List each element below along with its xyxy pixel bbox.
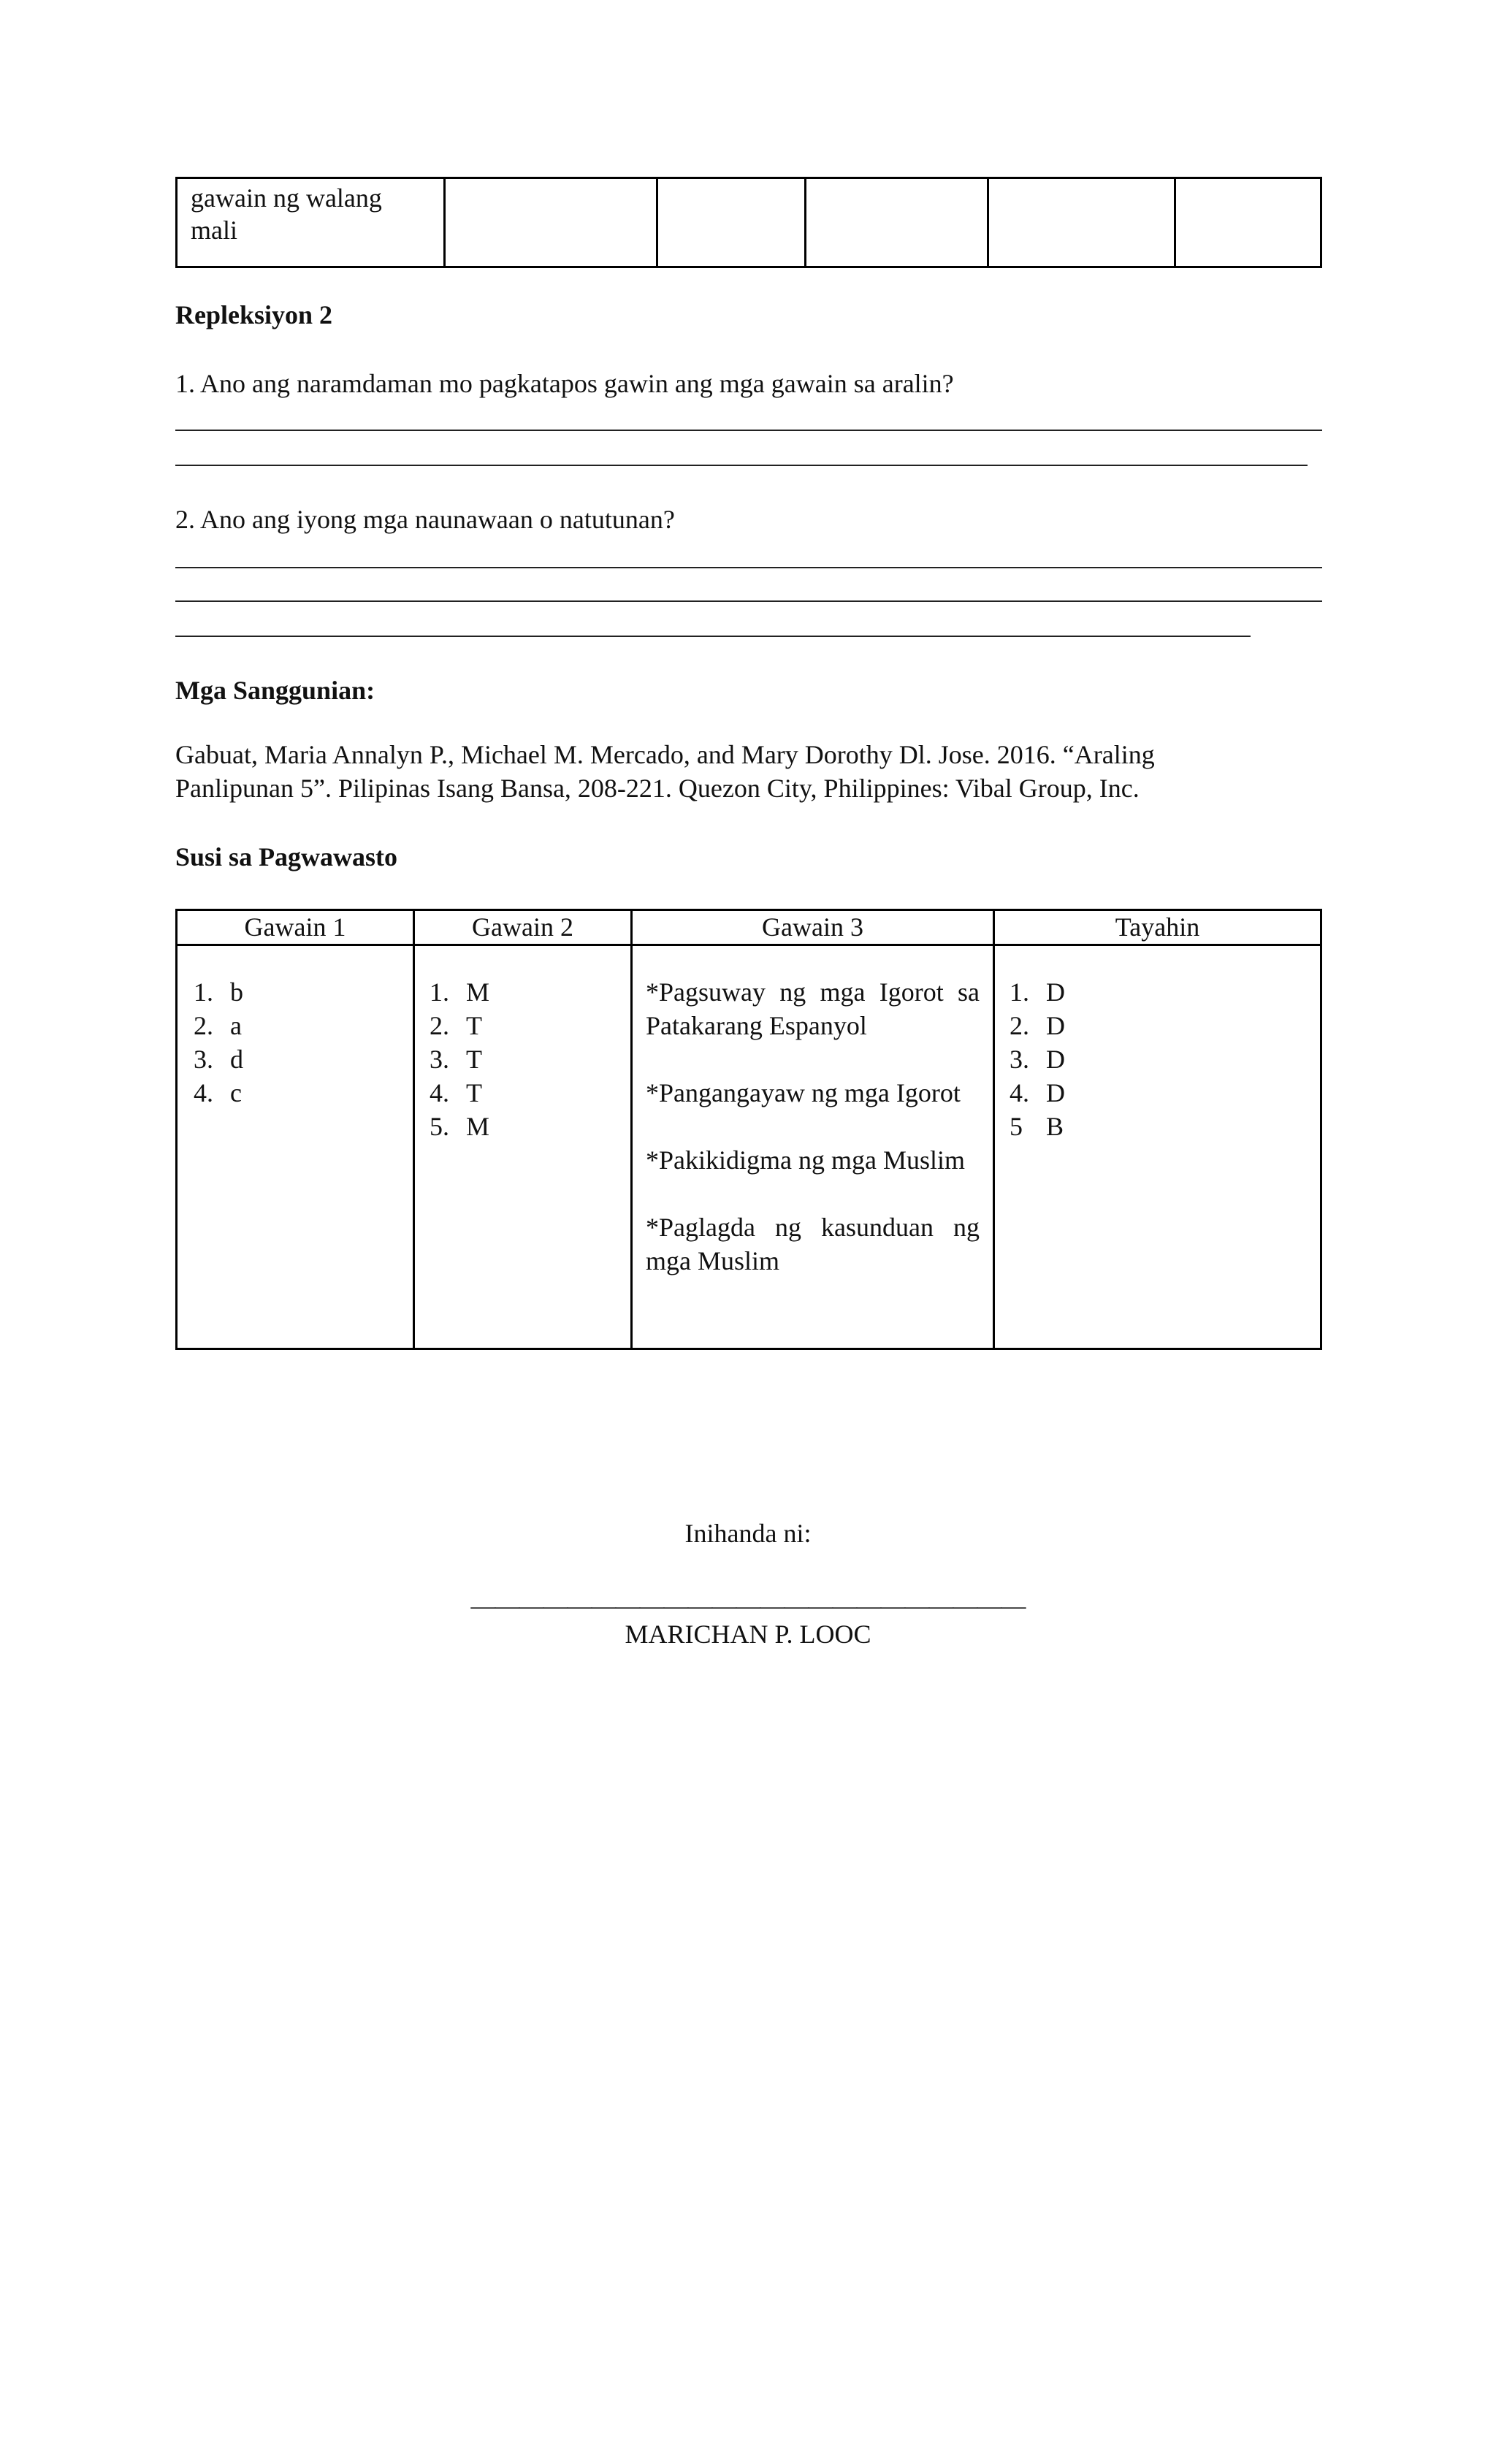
item-number: 1. xyxy=(194,977,213,1007)
item-answer: D xyxy=(1046,1011,1065,1040)
item-answer: c xyxy=(230,1078,242,1107)
signatory-name: MARICHAN P. LOOC xyxy=(625,1620,871,1649)
table-cell xyxy=(988,178,1175,267)
list-item xyxy=(194,1009,413,1042)
list-item xyxy=(1010,1110,1320,1143)
answer-line xyxy=(175,567,1322,568)
item-number: 4. xyxy=(194,1078,213,1107)
item-answer: D xyxy=(1046,977,1065,1007)
column-header-gawain-2: Gawain 2 xyxy=(414,910,632,945)
list-item xyxy=(1010,1009,1320,1042)
table-row xyxy=(177,945,1321,1349)
reflection-question-2: 2. Ano ang iyong mga naunawaan o natutunan? xyxy=(175,505,675,534)
item-number: 2. xyxy=(430,1011,449,1040)
answer-line xyxy=(175,465,1308,466)
item-answer: T xyxy=(466,1011,482,1040)
item-number: 4. xyxy=(430,1078,449,1107)
item-number: 3. xyxy=(430,1045,449,1074)
list-item xyxy=(1010,1076,1320,1110)
prepared-by-label: Inihanda ni: xyxy=(684,1519,812,1548)
item-answer: T xyxy=(466,1045,482,1074)
answer-line xyxy=(175,600,1322,602)
list-item xyxy=(430,975,630,1009)
list-item xyxy=(194,1076,413,1110)
item-answer: M xyxy=(466,1112,490,1141)
item-number: 1. xyxy=(1010,977,1029,1007)
item-answer: B xyxy=(1046,1112,1064,1141)
item-answer: M xyxy=(466,977,490,1007)
table-cell xyxy=(806,178,988,267)
reflection-heading: Repleksiyon 2 xyxy=(175,300,333,329)
gawain-1-answers xyxy=(194,975,413,1110)
table-cell xyxy=(1175,178,1321,267)
list-item xyxy=(430,1076,630,1110)
item-answer: D xyxy=(1046,1078,1065,1107)
item-number: 5. xyxy=(430,1112,449,1141)
gawain-3-answer: *Pangangayaw ng mga Igorot xyxy=(646,1078,961,1107)
table-row xyxy=(177,178,1321,267)
item-number: 5 xyxy=(1010,1112,1023,1141)
item-number: 2. xyxy=(194,1011,213,1040)
top-table xyxy=(175,177,1322,268)
item-answer: d xyxy=(230,1045,243,1074)
table-cell xyxy=(445,178,657,267)
list-item xyxy=(1010,975,1320,1009)
reference-entry-continued: Panlipunan 5”. Pilipinas Isang Bansa, 208-221. Quezon City, Philippines: Vibal Group, Inc. xyxy=(175,774,1140,803)
gawain-2-cell xyxy=(414,945,632,1349)
item-answer: b xyxy=(230,977,243,1007)
answer-line xyxy=(175,430,1322,431)
column-header-gawain-3: Gawain 3 xyxy=(632,910,994,945)
gawain-3-answer: *Pagsuway ng mga Igorot sa Patakarang Espanyol xyxy=(646,977,980,1040)
reference-line: Gabuat, Maria Annalyn P., Michael M. Mercado, and Mary Dorothy Dl. Jose. 2016. “Araling xyxy=(175,740,1155,769)
list-item xyxy=(430,1009,630,1042)
column-header-tayahin: Tayahin xyxy=(994,910,1321,945)
answer-key-heading: Susi sa Pagwawasto xyxy=(175,842,398,871)
item-answer: D xyxy=(1046,1045,1065,1074)
gawain-3-cell xyxy=(632,945,994,1349)
table-cell xyxy=(177,178,445,267)
list-item xyxy=(430,1042,630,1076)
list-item xyxy=(430,1110,630,1143)
item-answer: a xyxy=(230,1011,242,1040)
item-number: 4. xyxy=(1010,1078,1029,1107)
table-header-row xyxy=(177,910,1321,945)
gawain-3-answer: *Pakikidigma ng mga Muslim xyxy=(646,1145,965,1175)
signature-line: ——————————————————————— xyxy=(470,1593,1026,1620)
reference-entry xyxy=(175,738,1322,771)
table-cell xyxy=(657,178,806,267)
column-header-gawain-1: Gawain 1 xyxy=(177,910,414,945)
gawain-1-cell xyxy=(177,945,414,1349)
tayahin-cell xyxy=(994,945,1321,1349)
item-number: 3. xyxy=(194,1045,213,1074)
item-number: 3. xyxy=(1010,1045,1029,1074)
cell-text-line: gawain ng walang xyxy=(191,183,382,213)
tayahin-answers xyxy=(1010,975,1320,1143)
item-number: 2. xyxy=(1010,1011,1029,1040)
list-item xyxy=(194,1042,413,1076)
gawain-3-answer: *Paglagda ng kasunduan ng mga Muslim xyxy=(646,1213,980,1275)
cell-text-line: mali xyxy=(191,215,237,245)
references-heading: Mga Sanggunian: xyxy=(175,676,375,705)
answer-line xyxy=(175,636,1251,637)
gawain-2-answers xyxy=(430,975,630,1143)
reflection-question-1: 1. Ano ang naramdaman mo pagkatapos gawin ang mga gawain sa aralin? xyxy=(175,369,954,398)
answer-key-table xyxy=(175,909,1322,1350)
list-item xyxy=(1010,1042,1320,1076)
item-number: 1. xyxy=(430,977,449,1007)
item-answer: T xyxy=(466,1078,482,1107)
list-item xyxy=(194,975,413,1009)
